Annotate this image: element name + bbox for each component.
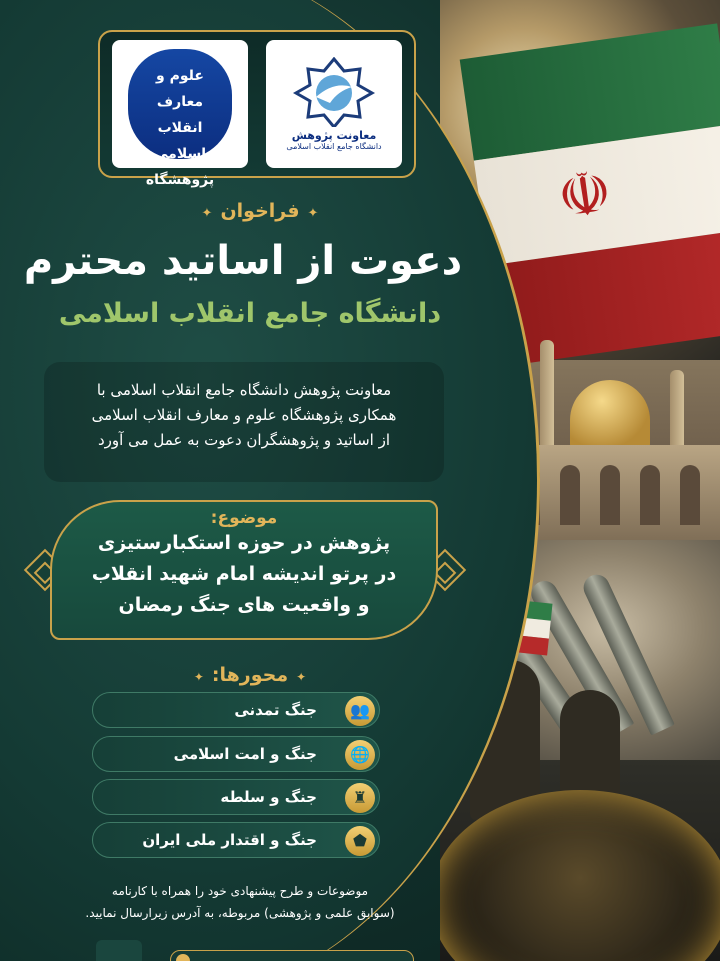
eight-point-star-icon <box>286 57 382 127</box>
research-deputy-logo <box>266 40 402 168</box>
intro-text <box>44 362 444 482</box>
topic-line: در پرتو اندیشه امام شهید انقلاب <box>91 563 397 585</box>
axes-label: ✦محورها:✦ <box>193 664 307 686</box>
intro-line: از اساتید و پژوهشگران دعوت به عمل می آورد <box>98 431 390 449</box>
intro-line: همکاری پژوهشگاه علوم و معارف انقلاب اسلامی <box>91 406 397 424</box>
iran-map-icon: ⬟ <box>345 826 375 856</box>
bottom-decoration <box>96 940 142 961</box>
ornament-icon: ✦ <box>296 670 307 684</box>
axis-item-label: جنگ و سلطه <box>220 788 317 806</box>
topic-line: پژوهش در حوزه استکبارستیزی <box>97 532 391 554</box>
axis-item <box>92 736 380 772</box>
address-bar <box>170 950 414 961</box>
globe-icon: 🌐 <box>345 740 375 770</box>
axis-item <box>92 692 380 728</box>
logos-panel <box>98 30 416 188</box>
axis-item <box>92 779 380 815</box>
calligraphy-seal: علوم و معارف انقلاب اسلامی پژوهشگاه <box>128 49 232 159</box>
page-subtitle: دانشگاه جامع انقلاب اسلامی <box>58 298 442 329</box>
ornament-icon: ✦ <box>307 206 319 221</box>
call-label: ✦فراخوان✦ <box>201 200 319 222</box>
topic-line: و واقعیت های جنگ رمضان <box>118 594 370 616</box>
logo-caption: معاونت پژوهش <box>291 129 377 142</box>
axis-item-label: جنگ تمدنی <box>234 701 317 719</box>
footer-line: (سوابق علمی و پژوهشی) مربوطه، به آدرس زیرارسال نمایید. <box>85 906 395 920</box>
iran-emblem-icon: ☫ <box>553 157 617 235</box>
bullet-icon <box>176 954 190 961</box>
ornament-icon: ✦ <box>193 670 204 684</box>
axis-item <box>92 822 380 858</box>
topic-card <box>50 500 438 640</box>
research-institute-logo <box>112 40 248 188</box>
footer-line: موضوعات و طرح پیشنهادی خود را همراه با کارنامه <box>111 884 369 898</box>
ornament-icon: ✦ <box>201 206 213 221</box>
globe-image <box>440 790 720 961</box>
page-title: دعوت از اساتید محترم <box>23 238 463 284</box>
logo-subcaption: دانشگاه جامع انقلاب اسلامی <box>286 142 382 151</box>
topic-label: موضوع: <box>210 508 278 528</box>
intro-line: معاونت پژوهش دانشگاه جامع انقلاب اسلامی با <box>96 381 392 399</box>
axis-item-label: جنگ و امت اسلامی <box>173 745 317 763</box>
people-icon: 👥 <box>345 696 375 726</box>
footer-note <box>40 880 440 924</box>
chess-rook-icon: ♜ <box>345 783 375 813</box>
axis-item-label: جنگ و اقتدار ملی ایران <box>142 831 317 849</box>
